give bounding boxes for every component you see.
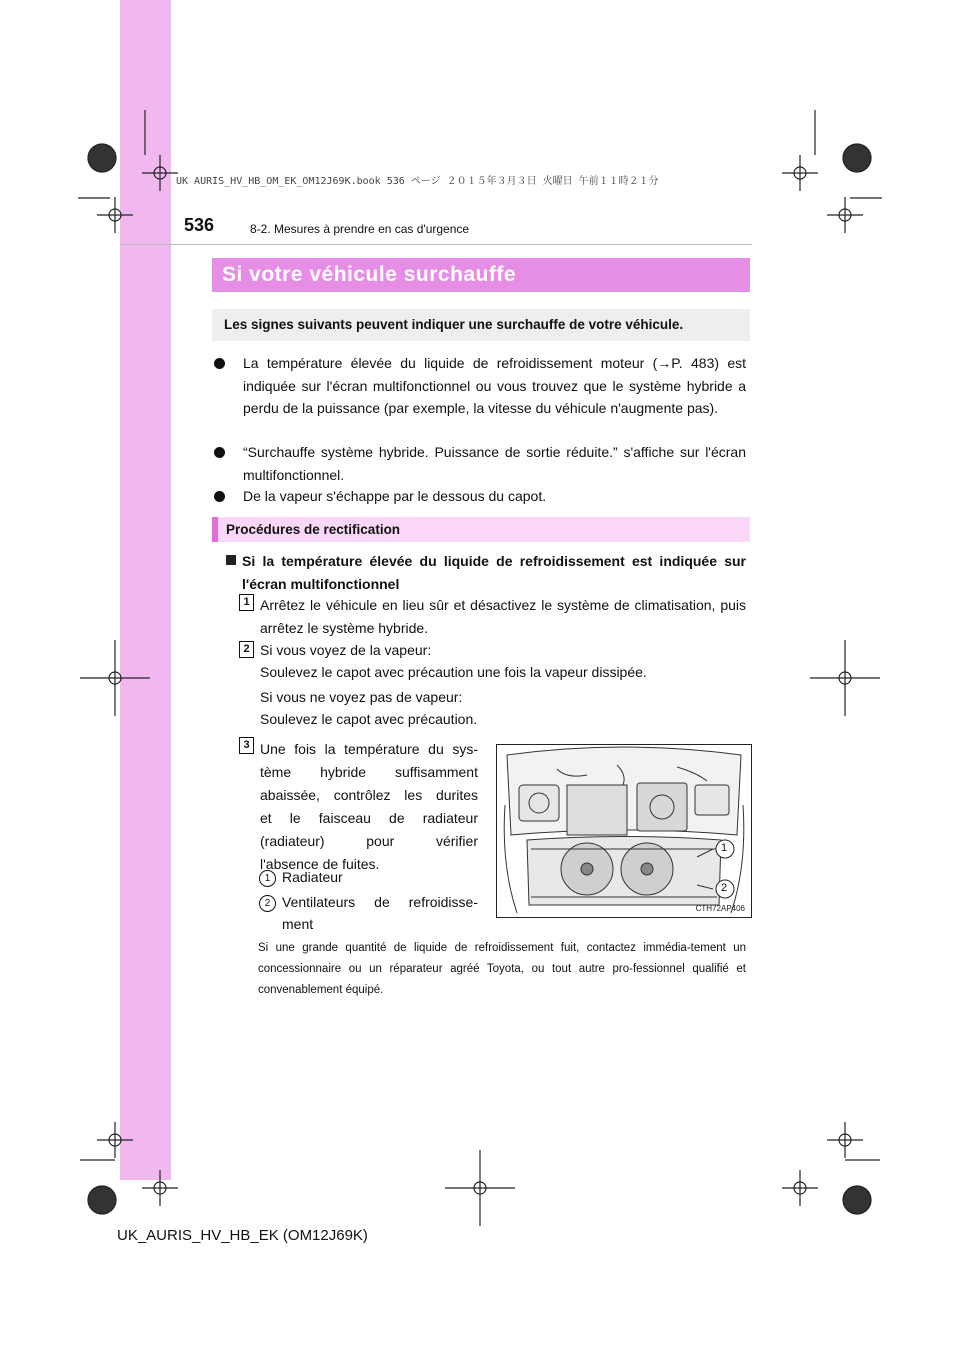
legend-number-1: 1 xyxy=(259,870,276,887)
engine-bay-drawing xyxy=(497,745,751,917)
legend-label-fans-2: ment xyxy=(282,916,314,932)
step-2-line-1: Si vous voyez de la vapeur: xyxy=(260,642,432,658)
section-header: 8-2. Mesures à prendre en cas d'urgence xyxy=(250,222,470,236)
bullet-item xyxy=(214,441,746,486)
step-2-line-4: Soulevez le capot avec précaution. xyxy=(260,711,478,727)
step-number-2: 2 xyxy=(239,641,254,658)
engine-bay-illustration xyxy=(496,744,752,918)
step-3-line: tème hybride suffisamment xyxy=(260,764,478,780)
page-number: 536 xyxy=(184,215,215,235)
step-3-line: l'absence de fuites. xyxy=(260,856,380,872)
procedure-subheading xyxy=(226,550,746,595)
bullet-text: De la vapeur s'échappe par le dessous du capot. xyxy=(243,488,547,504)
bullet-item xyxy=(214,352,746,420)
step-2-line-2: Soulevez le capot avec précaution une fois la vapeur dissipée. xyxy=(260,664,647,680)
header-divider xyxy=(120,244,752,245)
procedures-heading: Procédures de rectification xyxy=(226,522,401,537)
intro-text: Les signes suivants peuvent indiquer une surchauffe de votre véhicule. xyxy=(224,317,684,332)
legend-number-2: 2 xyxy=(259,895,276,912)
intro-box xyxy=(212,309,750,341)
legend-label-radiator: Radiateur xyxy=(282,869,343,885)
figure-callout-1: 1 xyxy=(721,842,728,854)
bullet-text: La température élevée du liquide de refroidissement moteur (→P. 483) est indiquée sur l'écran multifonctionnel ou vous trouvez que le système hybride a perdu de la puissance (par exemple, la vitesse du véhicule n'augmente pas). xyxy=(243,355,746,416)
step-number-1: 1 xyxy=(239,594,254,611)
bullet-item xyxy=(214,485,746,508)
leak-note: Si une grande quantité de liquide de refroidissement fuit, contactez immédia-tement un concessionnaire ou un réparateur agréé Toyota, ou tout autre pro-fessionnel qualifié et convenablement équipé. xyxy=(258,942,746,996)
step-number-3: 3 xyxy=(239,737,254,754)
page-title: Si votre véhicule surchauffe xyxy=(222,263,517,286)
bullet-dot-icon xyxy=(214,491,225,502)
book-info-line: UK AURIS_HV_HB_OM_EK_OM12J69K.book 536 ページ ２０１５年３月３日 火曜日 午前１１時２１分 xyxy=(176,176,659,187)
page-footer: UK_AURIS_HV_HB_EK (OM12J69K) xyxy=(117,1227,368,1244)
square-bullet-icon xyxy=(226,555,236,565)
figure-code: CTH72AP406 xyxy=(695,904,745,913)
page-title-bar xyxy=(212,258,750,292)
legend-label-fans-1: Ventilateurs de refroidisse- xyxy=(282,894,478,910)
step-3-line: Une fois la température du sys- xyxy=(260,741,478,757)
heading-accent-stripe xyxy=(212,517,218,542)
step-3-line: abaissée, contrôlez les durites xyxy=(260,787,478,803)
procedures-heading-box xyxy=(212,517,750,542)
subheading-text: Si la température élevée du liquide de refroidissement est indiquée sur l'écran multifonctionnel xyxy=(242,553,746,592)
bullet-dot-icon xyxy=(214,358,225,369)
step-1-text: Arrêtez le véhicule en lieu sûr et désactivez le système de climatisation, puis arrêtez le système hybride. xyxy=(260,597,746,636)
step-3-line: et le faisceau de radiateur xyxy=(260,810,478,826)
bullet-text: “Surchauffe système hybride. Puissance de sortie réduite.” s'affiche sur l'écran multifonctionnel. xyxy=(243,444,746,483)
step-3-line: (radiateur) pour vérifier xyxy=(260,833,478,849)
bullet-dot-icon xyxy=(214,447,225,458)
figure-callout-2: 2 xyxy=(721,882,728,894)
step-2-line-3: Si vous ne voyez pas de vapeur: xyxy=(260,689,463,705)
